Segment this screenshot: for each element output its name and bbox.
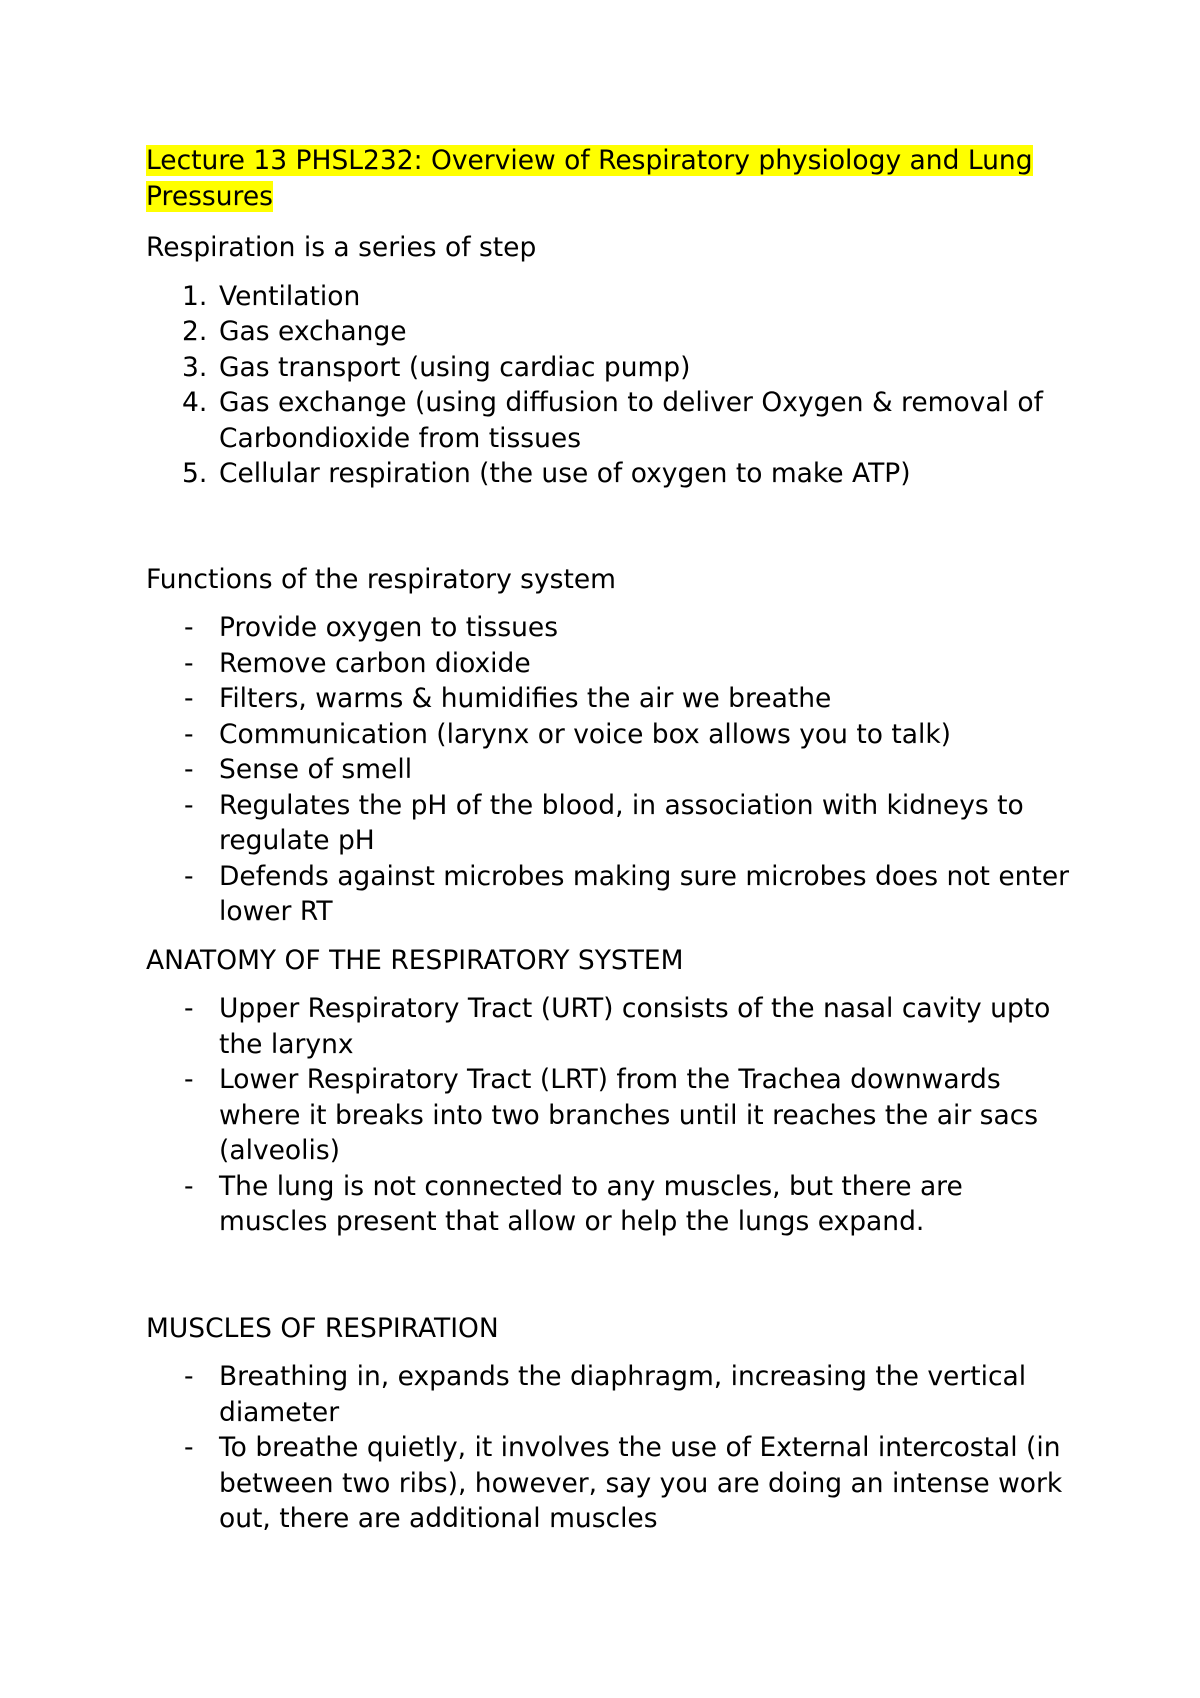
functions-list: [146, 610, 1076, 930]
list-item-text: Ventilation: [219, 280, 361, 312]
respiration-intro: Respiration is a series of step: [146, 232, 537, 263]
dash-marker: -: [184, 612, 194, 643]
list-item: [146, 788, 1076, 859]
respiration-steps-list: [146, 279, 1076, 492]
list-item-text: Lower Respiratory Tract (LRT) from the Trachea downwards where it breaks into two branches until it reaches the air sacs (alveolis): [219, 1064, 1039, 1166]
list-item: [146, 752, 1076, 788]
list-item-text: Sense of smell: [219, 754, 413, 785]
list-item: [146, 279, 1076, 315]
list-item-text: Defends against microbes making sure microbes does not enter lower RT: [219, 860, 1070, 927]
list-item: [146, 859, 1076, 930]
list-item-text: Gas exchange: [219, 316, 407, 347]
dash-marker: -: [184, 647, 194, 679]
list-item-text: To breathe quietly, it involves the use of External intercostal (in between two ribs), however, say you are doing an intense work out, there are additional muscles: [219, 1432, 1063, 1534]
list-item: [146, 314, 1076, 350]
list-item-text: Provide oxygen to tissues: [219, 612, 559, 643]
title-highlight: Lecture 13 PHSL232: Overview of Respiratory physiology and Lung Pressures: [146, 145, 1033, 212]
anatomy-list: [146, 991, 1076, 1240]
list-item-text: Regulates the pH of the blood, in association with kidneys to regulate pH: [219, 789, 1024, 856]
muscles-heading: MUSCLES OF RESPIRATION: [146, 1312, 499, 1344]
dash-marker: -: [184, 993, 194, 1024]
dash-marker: -: [184, 789, 194, 821]
list-marker: 2.: [182, 316, 208, 347]
dash-marker: -: [184, 1432, 194, 1463]
list-item: [146, 646, 1076, 682]
list-item: [146, 456, 1076, 492]
list-item: [146, 1062, 1076, 1169]
list-item-text: Breathing in, expands the diaphragm, increasing the vertical diameter: [219, 1361, 1027, 1428]
list-item: [146, 610, 1076, 646]
anatomy-heading: ANATOMY OF THE RESPIRATORY SYSTEM: [146, 944, 684, 976]
list-item: [146, 385, 1076, 456]
list-item-text: Upper Respiratory Tract (URT) consists of the nasal cavity upto the larynx: [219, 993, 1051, 1060]
list-item: [146, 1430, 1076, 1537]
dash-marker: -: [184, 718, 194, 750]
dash-marker: -: [184, 1361, 194, 1392]
list-item-text: Cellular respiration (the use of oxygen to make ATP): [219, 458, 911, 489]
list-marker: 4.: [182, 387, 208, 418]
list-item-text: The lung is not connected to any muscles, but there are muscles present that allow or help the lungs expand.: [219, 1170, 963, 1237]
list-item-text: Gas transport (using cardiac pump): [219, 351, 691, 383]
list-item: [146, 350, 1076, 386]
list-item-text: Communication (larynx or voice box allows you to talk): [219, 718, 952, 750]
list-marker: 5.: [182, 458, 208, 489]
muscles-list: [146, 1359, 1076, 1537]
dash-marker: -: [184, 754, 194, 785]
list-item: [146, 717, 1076, 753]
document-body: [146, 143, 1076, 1537]
list-item: [146, 681, 1076, 717]
functions-heading: Functions of the respiratory system: [146, 563, 616, 595]
list-item: [146, 1169, 1076, 1240]
dash-marker: -: [184, 1170, 194, 1202]
dash-marker: -: [184, 683, 194, 714]
dash-marker: -: [184, 860, 194, 892]
list-marker: 1.: [182, 280, 208, 312]
list-item-text: Remove carbon dioxide: [219, 647, 531, 679]
document-title: [146, 143, 1076, 214]
list-item-text: Gas exchange (using diffusion to deliver Oxygen & removal of Carbondioxide from tissues: [219, 387, 1043, 454]
list-item-text: Filters, warms & humidifies the air we breathe: [219, 683, 832, 714]
dash-marker: -: [184, 1064, 194, 1095]
list-item: [146, 991, 1076, 1062]
list-item: [146, 1359, 1076, 1430]
list-marker: 3.: [182, 351, 208, 383]
